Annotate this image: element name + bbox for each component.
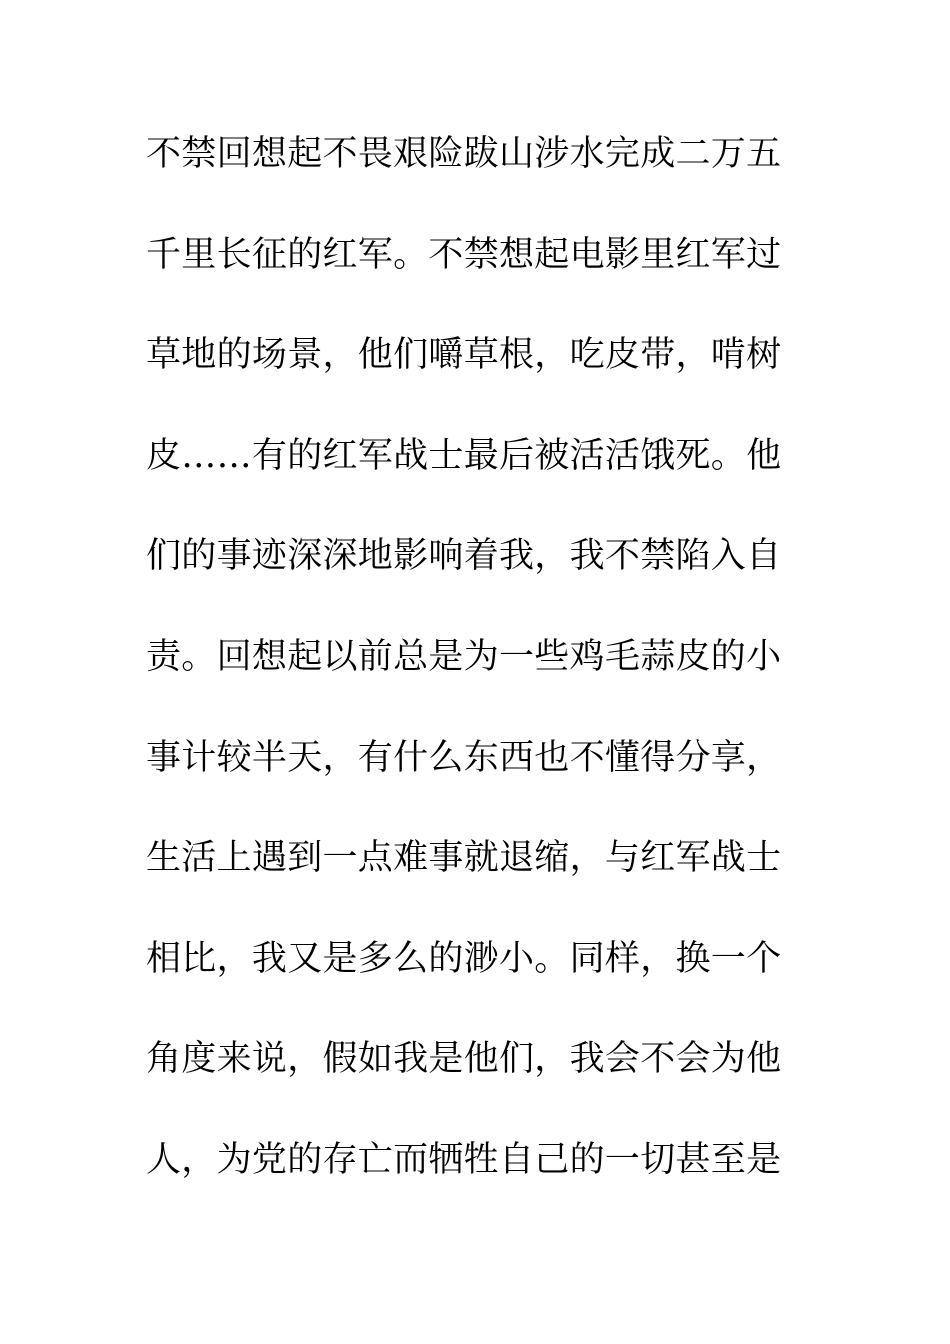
body-text xyxy=(146,126,786,1233)
text-line: 相比，我又是多么的渺小。同样，换一个 xyxy=(146,938,782,979)
text-line: 责。回想起以前总是为一些鸡毛蒜皮的小 xyxy=(146,636,782,677)
text-line: 事计较半天，有什么东西也不懂得分享， xyxy=(146,737,782,778)
text-line: 角度来说，假如我是他们，我会不会为他 xyxy=(146,1039,782,1080)
text-line: 不禁回想起不畏艰险跋山涉水完成二万五 xyxy=(146,134,782,174)
text-line: 们的事迹深深地影响着我，我不禁陷入自 xyxy=(146,536,782,577)
text-line: 生活上遇到一点难事就退缩，与红军战士 xyxy=(146,838,782,879)
text-line: 草地的场景，他们嚼草根，吃皮带，啃树 xyxy=(146,335,782,376)
text-line: 千里长征的红军。不禁想起电影里红军过 xyxy=(146,234,782,275)
text-line: 皮……有的红军战士最后被活活饿死。他 xyxy=(146,435,782,476)
text-line: 人，为党的存亡而牺牲自己的一切甚至是 xyxy=(146,1139,782,1180)
